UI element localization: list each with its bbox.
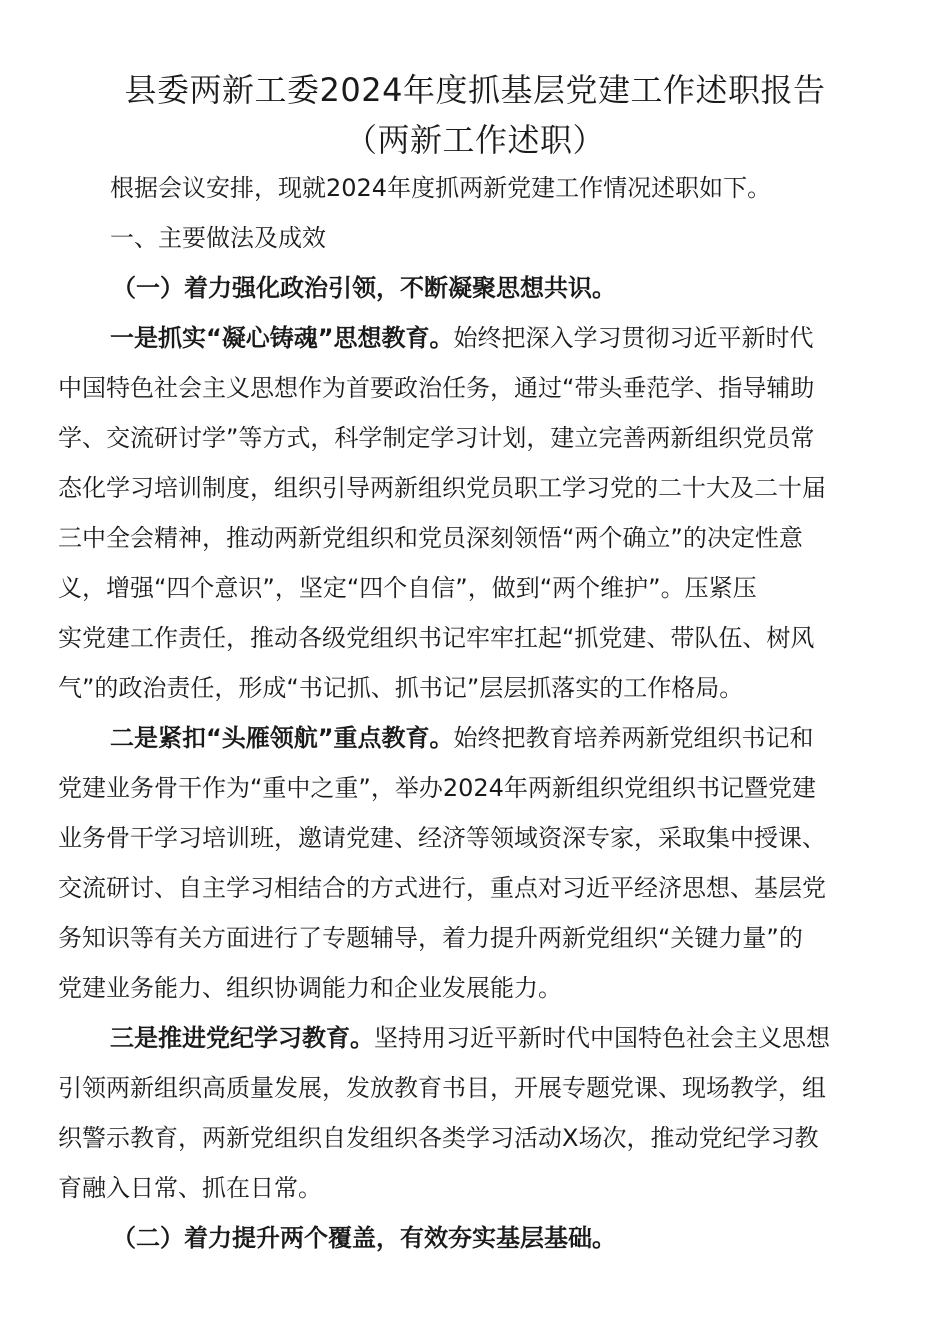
subsection-heading-1: （一）着力强化政治引领，不断凝聚思想共识。 xyxy=(112,274,616,302)
paragraph-2-line-1 xyxy=(110,720,814,756)
paragraph-1-line-6: 义，增强“四个意识”，坚定“四个自信”，做到“两个维护”。压紧压 xyxy=(58,574,757,602)
paragraph-2-lead: 二是紧扣“头雁领航”重点教育。 xyxy=(110,724,454,752)
paragraph-3-line-4: 育融入日常、抓在日常。 xyxy=(58,1174,322,1202)
intro-paragraph: 根据会议安排，现就2024年度抓两新党建工作情况述职如下。 xyxy=(110,174,772,202)
paragraph-1-line-4: 态化学习培训制度，组织引导两新组织党员职工学习党的二十大及二十届 xyxy=(58,474,826,502)
paragraph-2-line-6: 党建业务能力、组织协调能力和企业发展能力。 xyxy=(58,974,562,1002)
paragraph-1-lead: 一是抓实“凝心铸魂”思想教育。 xyxy=(110,324,454,352)
paragraph-1-line-1 xyxy=(110,320,814,356)
section-heading-1: 一、主要做法及成效 xyxy=(110,224,326,252)
paragraph-1-line-3: 学、交流研讨学”等方式，科学制定学习计划，建立完善两新组织党员常 xyxy=(58,424,815,452)
paragraph-1-line-5: 三中全会精神，推动两新党组织和党员深刻领悟“两个确立”的决定性意 xyxy=(58,524,803,552)
paragraph-1-text: 始终把深入学习贯彻习近平新时代 xyxy=(453,324,814,352)
paragraph-3-text: 坚持用习近平新时代中国特色社会主义思想 xyxy=(374,1024,830,1052)
paragraph-3-lead: 三是推进党纪学习教育。 xyxy=(110,1024,374,1052)
paragraph-1-line-8: 气”的政治责任，形成“书记抓、抓书记”层层抓落实的工作格局。 xyxy=(58,674,744,702)
paragraph-3-line-2: 引领两新组织高质量发展，发放教育书目，开展专题党课、现场教学，组 xyxy=(58,1074,826,1102)
paragraph-2-line-4: 交流研讨、自主学习相结合的方式进行，重点对习近平经济思想、基层党 xyxy=(58,874,826,902)
paragraph-2-line-2: 党建业务骨干作为“重中之重”，举办2024年两新组织党组织书记暨党建 xyxy=(58,774,816,802)
paragraph-3-line-3: 织警示教育，两新党组织自发组织各类学习活动X场次，推动党纪学习教 xyxy=(58,1124,819,1152)
paragraph-2-text: 始终把教育培养两新党组织书记和 xyxy=(453,724,814,752)
paragraph-1-line-2: 中国特色社会主义思想作为首要政治任务，通过“带头垂范学、指导辅助 xyxy=(58,374,815,402)
paragraph-3-line-1 xyxy=(110,1020,830,1056)
paragraph-2-line-3: 业务骨干学习培训班，邀请党建、经济等领域资深专家，采取集中授课、 xyxy=(58,824,826,852)
paragraph-2-line-5: 务知识等有关方面进行了专题辅导，着力提升两新党组织“关键力量”的 xyxy=(58,924,803,952)
subsection-heading-2: （二）着力提升两个覆盖，有效夯实基层基础。 xyxy=(112,1224,616,1252)
document-title: 县委两新工委2024年度抓基层党建工作述职报告 xyxy=(124,71,826,109)
document-subtitle: （两新工作述职） xyxy=(344,121,605,159)
paragraph-1-line-7: 实党建工作责任，推动各级党组织书记牢牢扛起“抓党建、带队伍、树风 xyxy=(58,624,815,652)
